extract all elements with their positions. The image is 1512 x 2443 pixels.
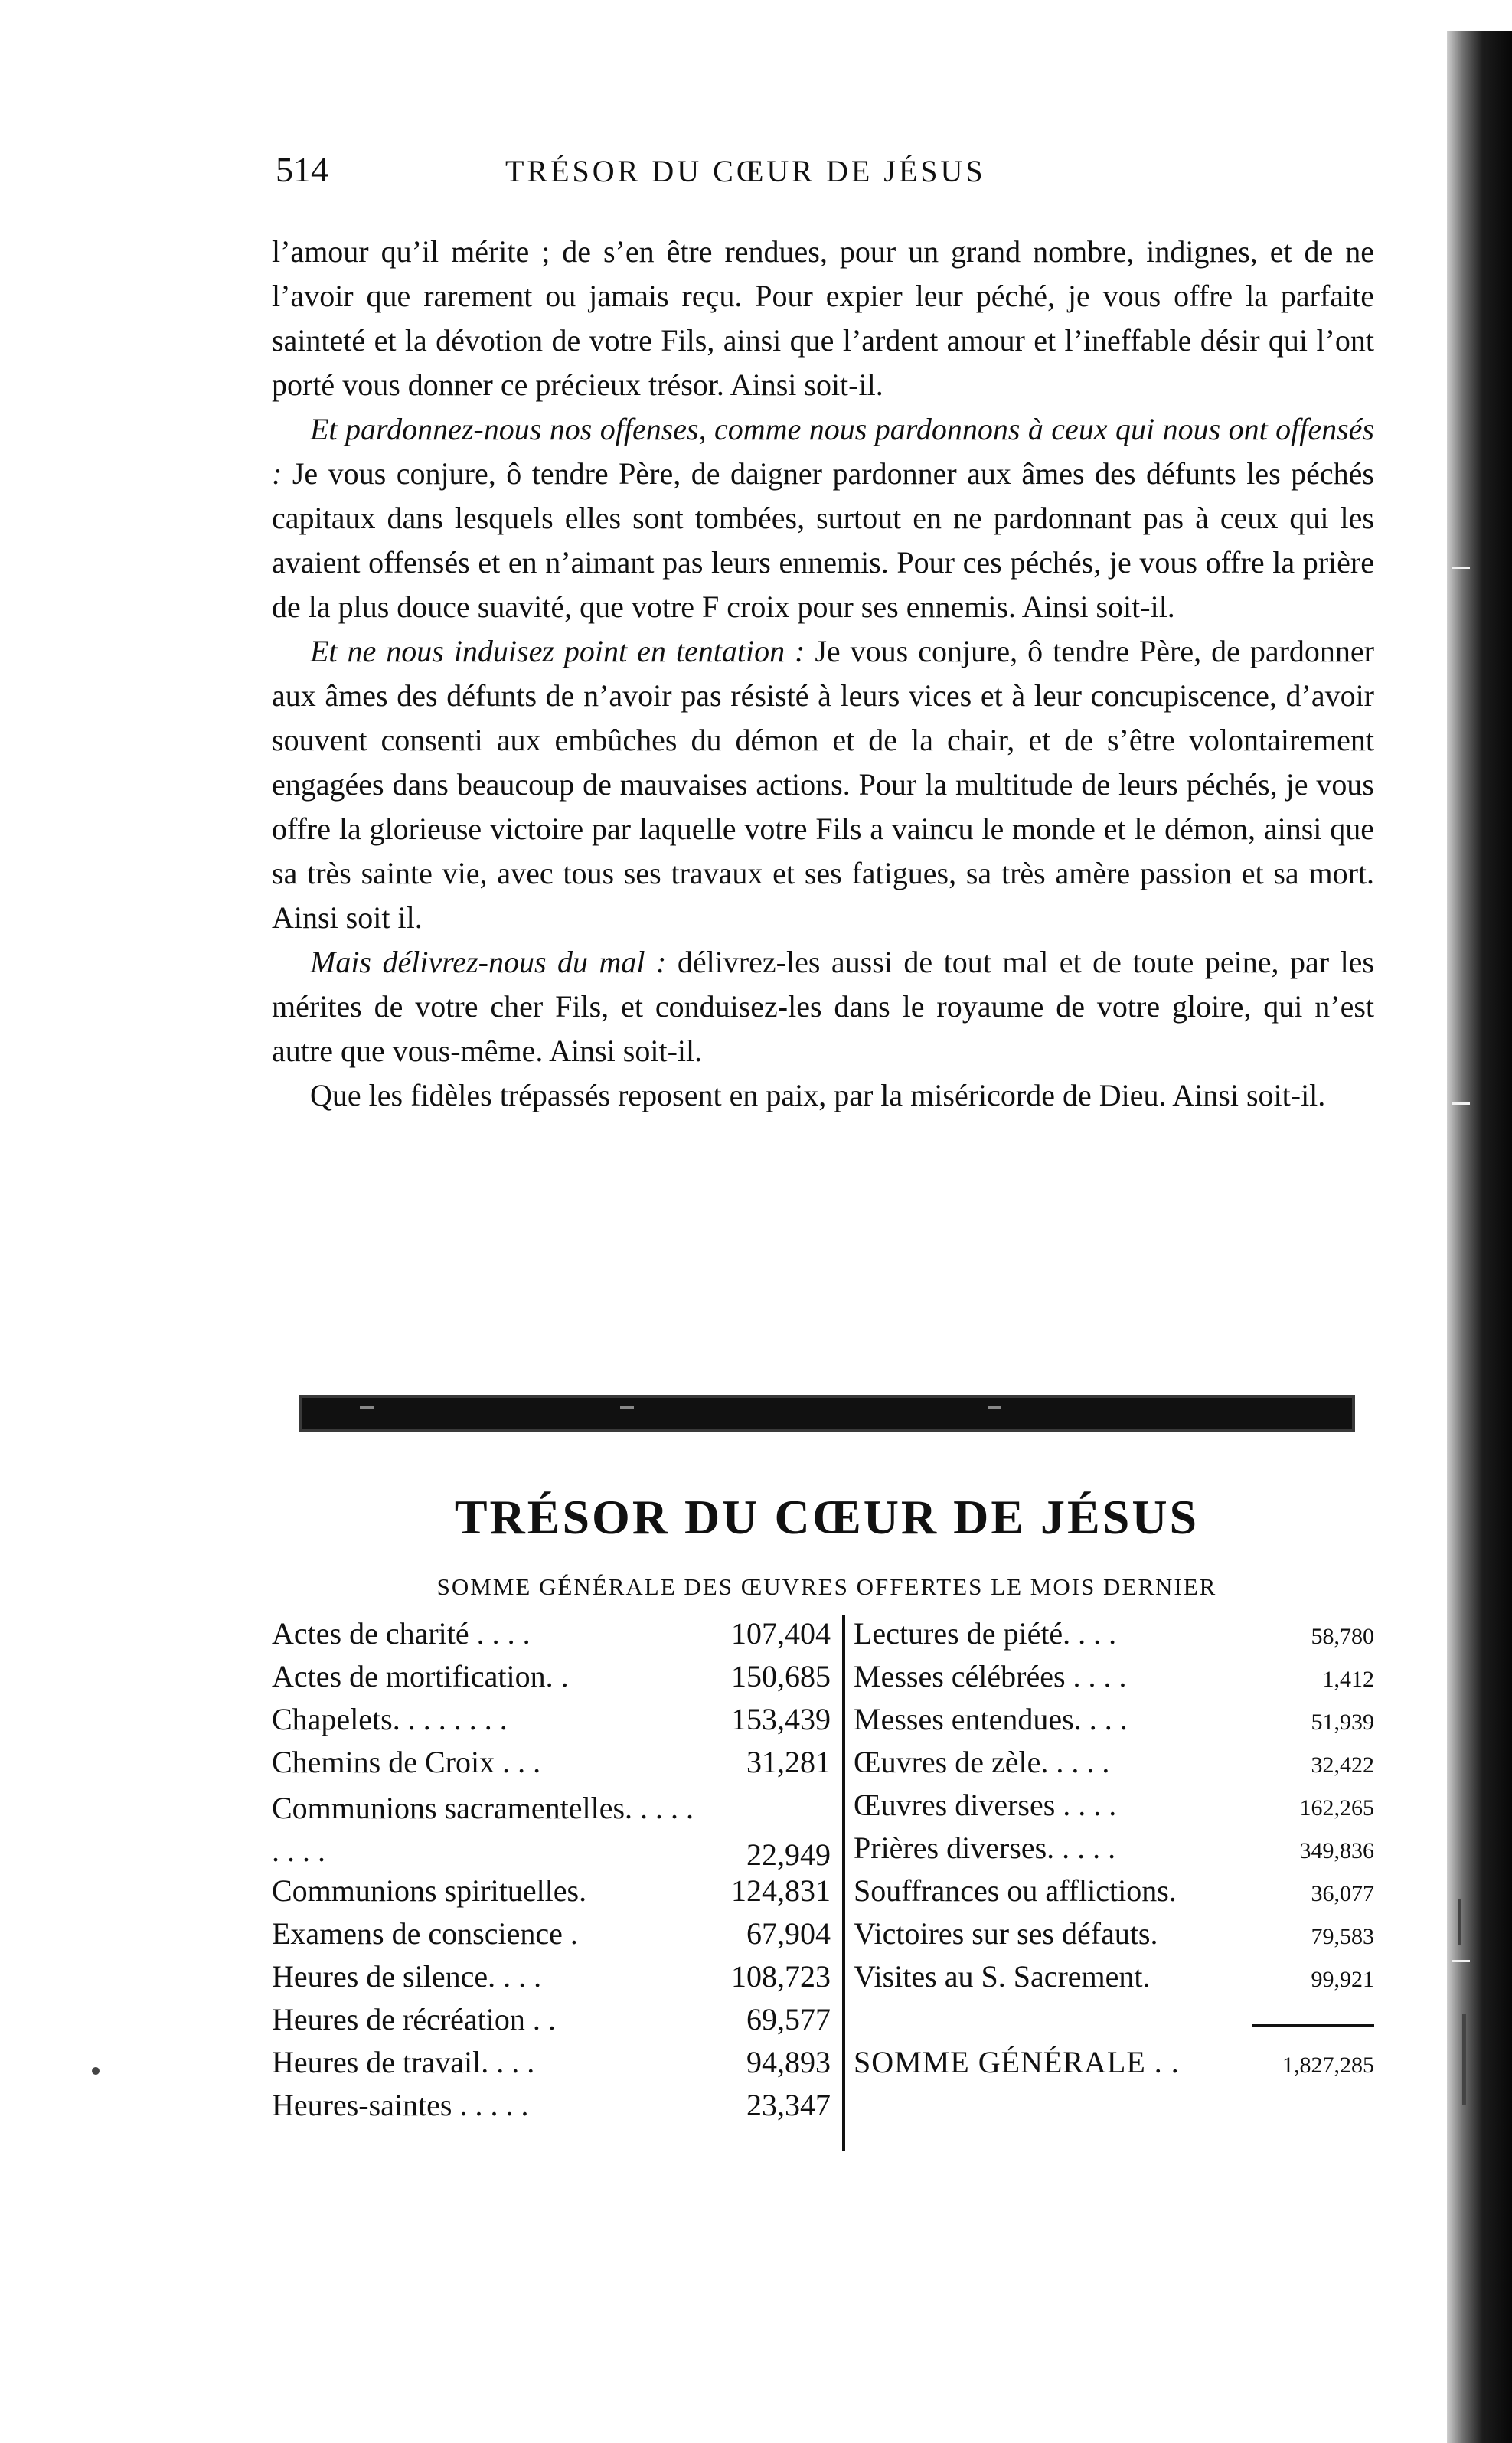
table-right-column xyxy=(854,1615,1374,2087)
row-value: 107,404 xyxy=(731,1616,831,1651)
row-label: Heures de récréation . . xyxy=(272,2002,556,2036)
row-label: Examens de conscience . xyxy=(272,1916,578,1951)
row-value: 32,422 xyxy=(1311,1752,1374,1778)
row-value: 150,685 xyxy=(731,1659,831,1693)
row-label: Prières diverses. . . . . xyxy=(854,1831,1116,1865)
table-row xyxy=(272,1873,838,1916)
row-value: 162,265 xyxy=(1299,1795,1374,1821)
prayer-paragraph xyxy=(272,407,1374,629)
row-value: 69,577 xyxy=(746,2002,831,2036)
row-label: Communions sacramentelles. . . . . . . . . xyxy=(272,1791,694,1868)
table-row xyxy=(854,1830,1374,1873)
row-value: 23,347 xyxy=(746,2088,831,2122)
row-label: Actes de mortification. . xyxy=(272,1659,569,1693)
row-label: Heures de travail. . . . xyxy=(272,2045,535,2079)
total-label: SOMME GÉNÉRALE . . xyxy=(854,2045,1180,2079)
table-row xyxy=(272,1658,838,1701)
column-separator xyxy=(842,1615,845,2151)
table-row xyxy=(272,2087,838,2130)
row-label: Heures-saintes . . . . . xyxy=(272,2088,529,2122)
row-label: Lectures de piété. . . . xyxy=(854,1616,1117,1651)
row-label: Communions spirituelles. xyxy=(272,1873,587,1908)
section-divider-rule xyxy=(299,1395,1355,1432)
row-value: 79,583 xyxy=(1311,1924,1374,1949)
section-subtitle: SOMME GÉNÉRALE DES ŒUVRES OFFERTES LE MOIS DERNIER xyxy=(436,1573,1217,1600)
table-row xyxy=(272,1615,838,1658)
table-row xyxy=(854,1787,1374,1830)
row-value: 58,780 xyxy=(1311,1624,1374,1649)
row-label: Victoires sur ses défauts. xyxy=(854,1916,1158,1951)
row-label: Actes de charité . . . . xyxy=(272,1616,531,1651)
row-label: Visites au S. Sacrement. xyxy=(854,1959,1151,1994)
row-value: 349,836 xyxy=(1299,1838,1374,1863)
total-value: 1,827,285 xyxy=(1282,2053,1374,2078)
row-label: Chemins de Croix . . . xyxy=(272,1745,541,1779)
row-value: 99,921 xyxy=(1311,1967,1374,1992)
table-row xyxy=(272,1744,838,1787)
table-row xyxy=(854,1744,1374,1787)
prayer-paragraph xyxy=(272,940,1374,1073)
scan-stray-mark xyxy=(1458,1899,1461,1945)
row-value: 108,723 xyxy=(731,1959,831,1994)
table-row xyxy=(854,1916,1374,1958)
running-title: TRÉSOR DU CŒUR DE JÉSUS xyxy=(505,154,986,188)
table-row xyxy=(854,1958,1374,2001)
table-row xyxy=(854,1701,1374,1744)
table-row xyxy=(272,2044,838,2087)
table-row xyxy=(854,1615,1374,1658)
scan-edge-shadow xyxy=(1447,31,1512,2443)
scan-stray-mark xyxy=(1462,2014,1466,2105)
row-value: 124,831 xyxy=(731,1873,831,1908)
paragraph-text: délivrez-les aussi de tout mal et de toute peine, par les mérites de votre cher Fils, et conduisez-les dans le royaume de votre gloire, qui n’est autre que vous-même. Ainsi soit-il. xyxy=(272,945,1375,1068)
prayer-paragraph xyxy=(272,629,1374,940)
row-value: 153,439 xyxy=(731,1702,831,1736)
row-label: Heures de silence. . . . xyxy=(272,1959,542,1994)
row-label: Chapelets. . . . . . . . xyxy=(272,1702,508,1736)
scan-dot xyxy=(92,2067,100,2075)
prayer-paragraph: Que les fidèles trépassés reposent en paix, par la miséricorde de Dieu. Ainsi soit-il. xyxy=(310,1078,1326,1112)
works-summary-table xyxy=(272,1615,1374,2167)
row-value: 31,281 xyxy=(746,1745,831,1779)
page-number: 514 xyxy=(276,150,328,189)
total-row xyxy=(854,2044,1374,2087)
row-value: 22,949 xyxy=(746,1837,831,1872)
rule-speck xyxy=(988,1406,1001,1409)
row-value: 51,939 xyxy=(1311,1710,1374,1735)
table-row xyxy=(854,1658,1374,1701)
scan-mark xyxy=(1452,1960,1470,1962)
table-row xyxy=(272,1958,838,2001)
rule-speck xyxy=(360,1406,374,1409)
table-row xyxy=(272,1787,838,1873)
page-header xyxy=(276,149,1424,203)
table-row xyxy=(272,1916,838,1958)
row-label: Messes entendues. . . . xyxy=(854,1702,1128,1736)
prayer-body xyxy=(272,230,1374,1118)
prayer-paragraph: l’amour qu’il mérite ; de s’en être rendues, pour un grand nombre, indignes, et de ne l’avoir que rarement ou jamais reçu. Pour expier leur péché, je vous offre la parfaite sainteté et la dévotion de votre Fils, ainsi que l’ardent amour et l’ineffable désir qui l’ont porté vous donner ce précieux trésor. Ainsi soit-il. xyxy=(272,234,1374,402)
total-rule xyxy=(854,2001,1374,2044)
table-left-column xyxy=(272,1615,838,2130)
table-row xyxy=(272,1701,838,1744)
rule-speck xyxy=(620,1406,634,1409)
scan-mark xyxy=(1452,567,1470,569)
invocation-italic: Mais délivrez-nous du mal : xyxy=(310,945,667,979)
table-row xyxy=(854,1873,1374,1916)
row-value: 67,904 xyxy=(746,1916,831,1951)
paragraph-text: Je vous conjure, ô tendre Père, de pardonner aux âmes des défunts de n’avoir pas résisté à leurs vices et à leur concupiscence, d’avoir souvent consenti aux embûches du démon et de la chair, et de s’être volontairement engagées dans beaucoup de mauvaises actions. Pour la multitude de leurs péchés, je vous offre la glorieuse victoire par laquelle votre Fils a vaincu le monde et le démon, ainsi que sa très sainte vie, avec tous ses travaux et ses fatigues, sa très amère passion et sa mort. Ainsi soit il. xyxy=(272,634,1374,935)
table-row xyxy=(272,2001,838,2044)
row-label: Messes célébrées . . . . xyxy=(854,1659,1127,1693)
section-title: TRÉSOR DU CŒUR DE JÉSUS xyxy=(454,1490,1200,1544)
row-label: Souffrances ou afflictions. xyxy=(854,1873,1177,1908)
row-label: Œuvres diverses . . . . xyxy=(854,1788,1117,1822)
row-value: 94,893 xyxy=(746,2045,831,2079)
row-label: Œuvres de zèle. . . . . xyxy=(854,1745,1110,1779)
scan-mark xyxy=(1452,1102,1470,1105)
invocation-italic: Et pardonnez-nous nos offenses, comme nous pardonnons à ceux qui nous ont offensés : xyxy=(272,412,1374,491)
paragraph-text: Je vous conjure, ô tendre Père, de daigner pardonner aux âmes des défunts les péchés capitaux dans lesquels elles sont tombées, surtout en ne pardonnant pas à ceux qui les avaient offensés et en n’aimant pas leurs ennemis. Pour ces péchés, je vous offre la prière de la plus douce suavité, que votre F croix pour ses ennemis. Ainsi soit-il. xyxy=(272,456,1374,624)
row-value: 1,412 xyxy=(1322,1667,1374,1692)
invocation-italic: Et ne nous induisez point en tentation : xyxy=(310,634,805,668)
row-value: 36,077 xyxy=(1311,1881,1374,1906)
